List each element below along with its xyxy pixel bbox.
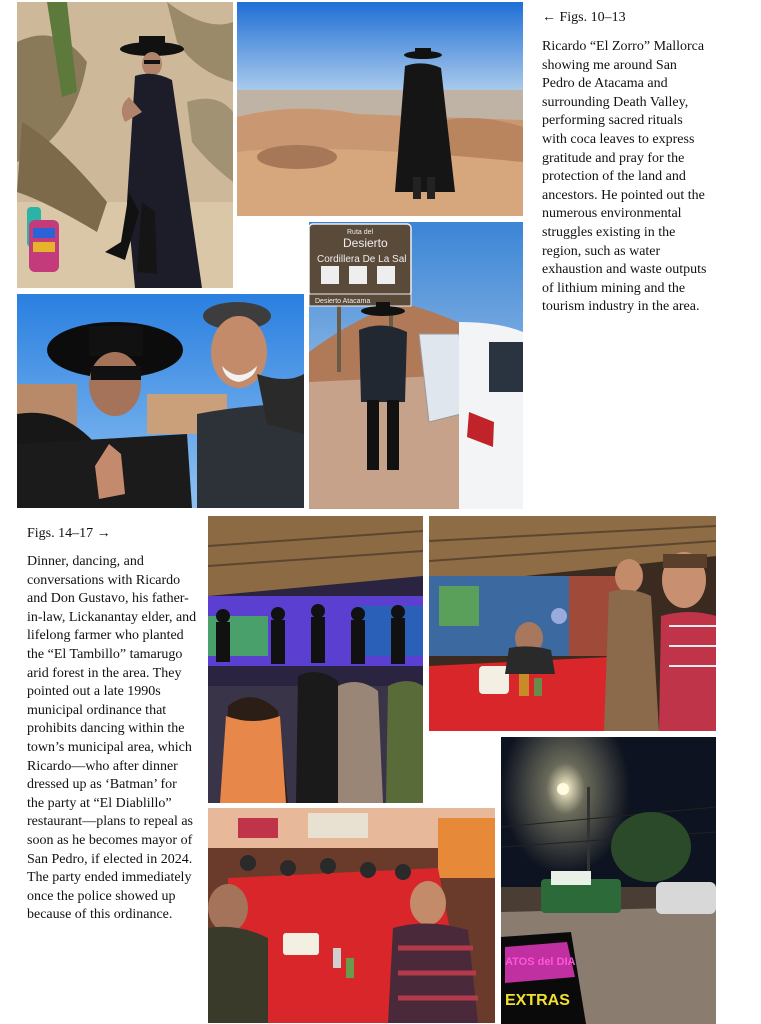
sign-line3: Cordillera De La Sal — [317, 254, 407, 265]
sign-line2: Desierto — [343, 236, 388, 250]
photo-restaurant-table — [429, 516, 716, 731]
photo-selfie — [17, 294, 304, 508]
sign-line4: Desierto Atacama — [315, 298, 371, 305]
photo-dinner-group — [208, 808, 495, 1023]
poster-line2: EXTRAS — [505, 992, 570, 1009]
photo-zorro-cliff — [237, 2, 523, 216]
figs-bottom-label: Figs. 14–17 → — [27, 526, 111, 541]
figs-top-body: Ricardo “El Zorro” Mallorca showing me around San Pedro de Atacama and surrounding Death Valley, performing sacred rituals with coca leaves to express gratitude and pray for the protection of the land and ancestors. He pointed out the numerous environmental struggles existing in the region, such as water exhaustion and waste outputs of lithium mining and the tourism industry in the area. — [542, 39, 707, 315]
figs-top-label: ← Figs. 10–13 — [542, 10, 626, 25]
sign-line1: Ruta del — [347, 229, 374, 236]
photo-night-street — [501, 737, 716, 1024]
photo-dance-floor — [208, 516, 423, 803]
poster-line1: ATOS del DIA — [505, 956, 576, 968]
road-sign — [309, 222, 413, 308]
figs-bottom-body: Dinner, dancing, and conversations with Ricardo and Don Gustavo, his father-in-law, Lickanantay elder, and lifelong farmer who planted the “El Tambillo” tamarugo arid forest in the area. They pointed out a late 1990s municipal ordinance that prohibits dancing within the town’s municipal area, which Ricardo—who after dinner dressed up as ‘Batman’ for the party at “El Diablillo” restaurant—plans to repeal as soon as he becomes mayor of San Pedro, if elected in 2024. The party ended immediately once the police showed up because of this ordinance. — [27, 554, 197, 923]
photo-zorro-tree — [17, 2, 233, 288]
